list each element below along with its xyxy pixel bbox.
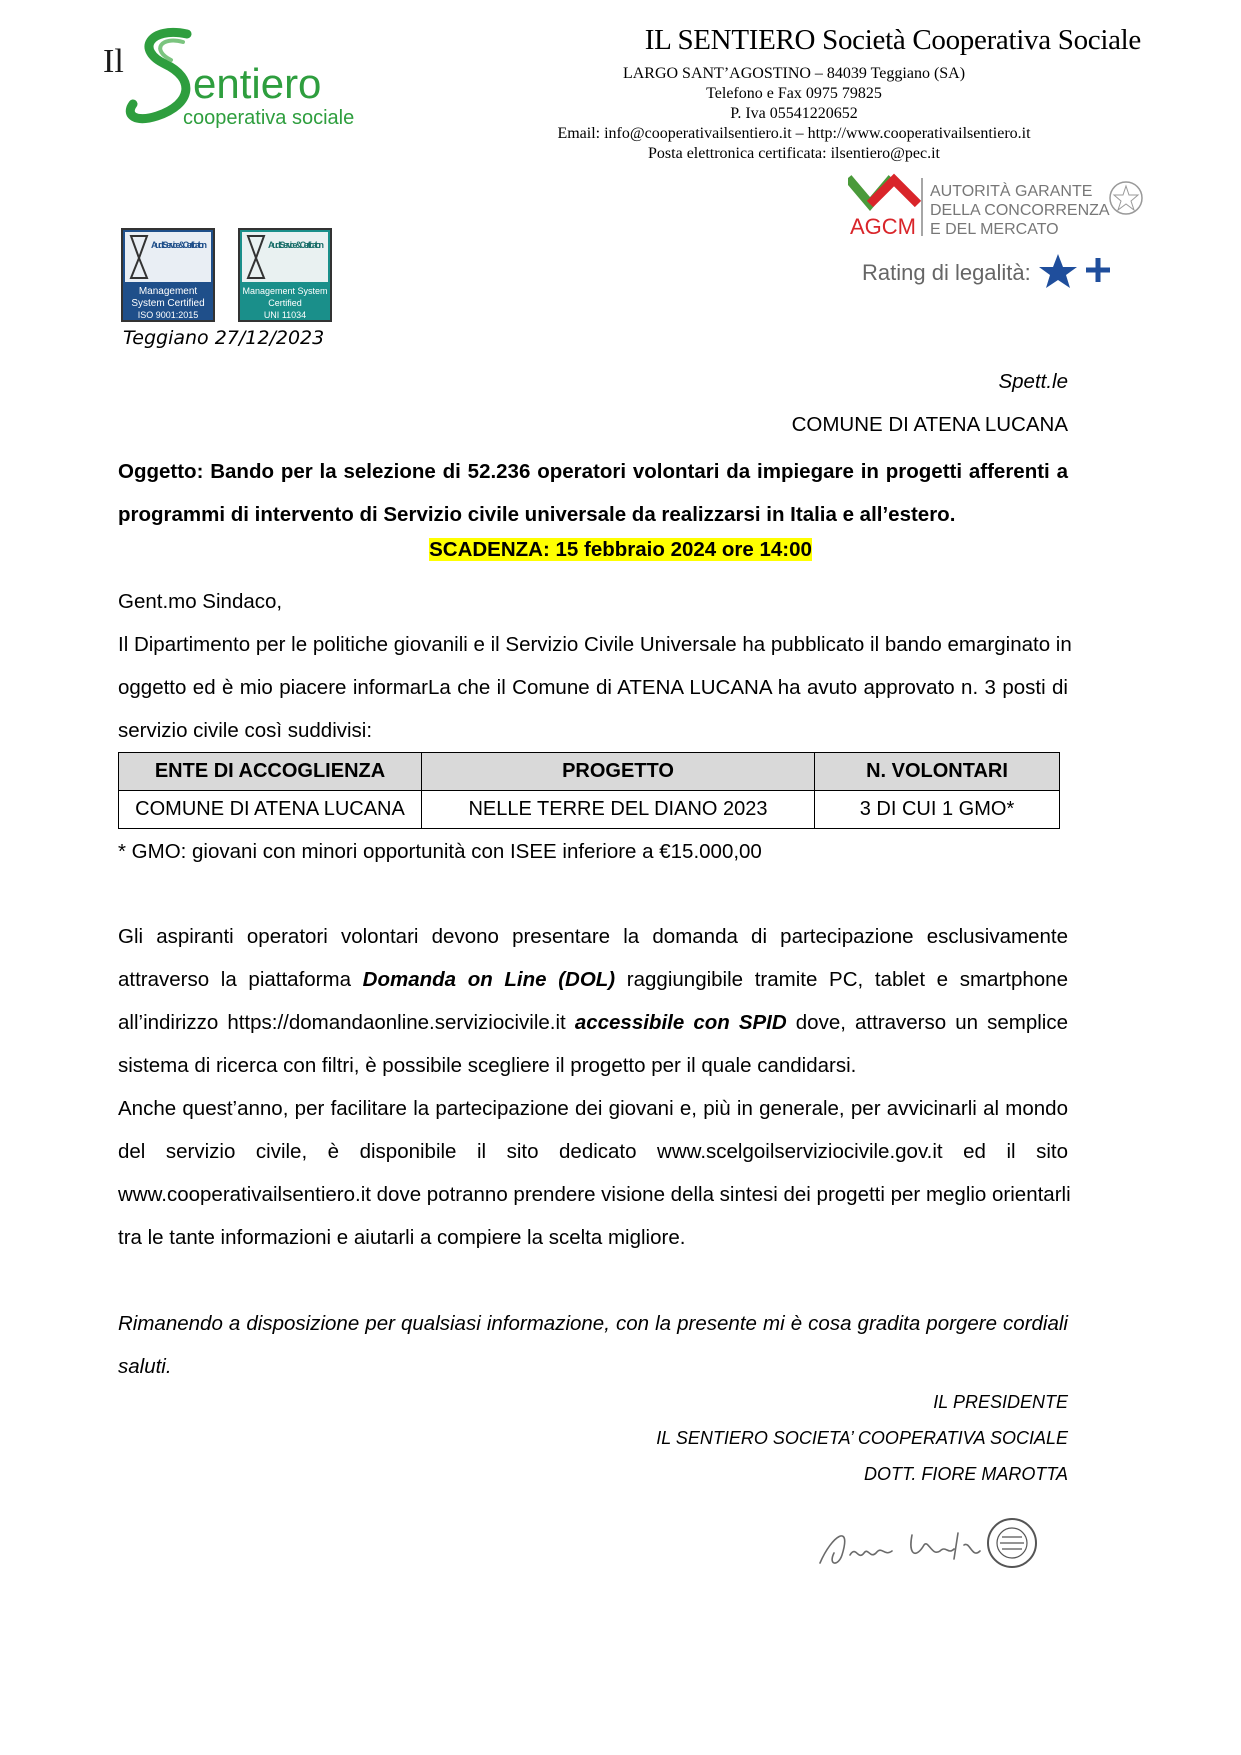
subject-line-2: programmi di intervento di Servizio civile universale da realizzarsi in Italia e all’estero. [118, 503, 956, 526]
org-pec: Posta elettronica certificata: ilsentiero@pec.it [648, 145, 940, 162]
table-header-row [119, 753, 1060, 791]
signature-block [656, 1384, 1068, 1492]
para1-text: raggiungibile tramite PC, tablet e smartphone [615, 968, 1068, 991]
logo-s-swoosh [130, 32, 187, 118]
agcm-logo-red-mark [870, 180, 918, 204]
org-contact-block [494, 64, 1094, 164]
intro-line-3: servizio civile così suddivisi: [118, 719, 373, 742]
recipient-salutation: Spett.le [998, 370, 1068, 393]
agcm-line3: E DEL MERCATO [930, 221, 1059, 238]
agcm-line2: DELLA CONCORRENZA [930, 202, 1110, 219]
agcm-line1: AUTORITÀ GARANTE [930, 183, 1093, 200]
logo-s-highlight [160, 41, 183, 60]
para1-line-1: Gli aspiranti operatori volontari devono presentare la domanda di partecipazione esclusivamente [118, 925, 1068, 948]
uni-11034-certification-badge [238, 228, 332, 322]
cert1-line2: System Certified [131, 298, 205, 309]
greeting: Gent.mo Sindaco, [118, 590, 283, 613]
letter-date: Teggiano 27/12/2023 [123, 327, 325, 349]
para1-line-3 [118, 1001, 1068, 1044]
para1-text: attraverso la piattaforma [118, 968, 363, 991]
para1-text: dove, attraverso un semplice [786, 1011, 1068, 1034]
cooperative-logo [95, 20, 395, 145]
para1-line-4: sistema di ricerca con filtri, è possibile scegliere il progetto per il quale candidarsi. [118, 1054, 857, 1077]
para2-line-1: Anche quest’anno, per facilitare la partecipazione dei giovani e, più in generale, per avvicinarli al mondo [118, 1097, 1068, 1120]
dol-platform-name: Domanda on Line (DOL) [362, 968, 616, 991]
rating-plus-icon [1086, 258, 1110, 282]
iso-9001-certification-badge [121, 228, 215, 322]
gmo-footnote: * GMO: giovani con minori opportunità con ISEE inferiore a €15.000,00 [118, 840, 762, 863]
table-cell: 3 DI CUI 1 GMO* [815, 791, 1060, 829]
signatory-role: IL PRESIDENTE [933, 1392, 1068, 1412]
cert1-top-text: Audit Service & Certification [151, 240, 207, 250]
agcm-acronym: AGCM [850, 214, 916, 239]
para2-line-4: tra le tante informazioni e aiutarli a compiere la scelta migliore. [118, 1226, 686, 1249]
intro-line-1: Il Dipartimento per le politiche giovanili e il Servizio Civile Universale ha pubblicato il bando emarginato in [118, 633, 1072, 656]
closing-line-2: saluti. [118, 1355, 172, 1378]
cert1-line3: ISO 9001:2015 [137, 310, 199, 320]
org-vat: P. Iva 05541220652 [730, 105, 858, 122]
signatory-org: IL SENTIERO SOCIETA’ COOPERATIVA SOCIALE [656, 1428, 1068, 1448]
org-title: IL SENTIERO Società Cooperativa Sociale [644, 24, 1141, 56]
cert1-line1: Management [138, 286, 198, 297]
cert2-line3: UNI 11034 [263, 310, 307, 320]
table-header-cell: ENTE DI ACCOGLIENZA [119, 753, 422, 791]
cert2-line1: Management System [242, 286, 328, 296]
closing-block [118, 1302, 1068, 1388]
handwritten-signature [812, 1515, 1042, 1575]
org-address: LARGO SANT’AGOSTINO – 84039 Teggiano (SA) [622, 65, 966, 82]
subject-line-1: Oggetto: Bando per la selezione di 52.236 operatori volontari da impiegare in progetti afferenti a [118, 460, 1068, 483]
table-cell: NELLE TERRE DEL DIANO 2023 [422, 791, 815, 829]
emblem-star-icon [1114, 186, 1138, 210]
deadline-row [0, 538, 1241, 562]
intro-line-2: oggetto ed è mio piacere informarLa che il Comune di ATENA LUCANA ha avuto approvato n. 3 posti di [118, 676, 1068, 699]
rating-star-icon [1039, 254, 1077, 288]
spid-emphasis: accessibile con SPID [574, 1011, 787, 1034]
para2-line-3: www.cooperativailsentiero.it dove potranno prendere visione della sintesi dei progetti per meglio orientarli [118, 1183, 1071, 1206]
para1-text: all’indirizzo https://domandaonline.serviziocivile.it [118, 1011, 575, 1034]
org-email-web: Email: info@cooperativailsentiero.it – http://www.cooperativailsentiero.it [557, 125, 1031, 142]
para2-line-2: del servizio civile, è disponibile il sito dedicato www.scelgoilserviziocivile.gov.it ed il sito [118, 1140, 1068, 1163]
intro-block [118, 580, 1072, 752]
main-paragraphs [118, 915, 1071, 1259]
table-row [119, 791, 1060, 829]
rating-label: Rating di legalità: [862, 260, 1031, 285]
subject-block [118, 450, 1068, 536]
cert2-line2: Certified [268, 298, 302, 308]
table-header-cell: PROGETTO [422, 753, 815, 791]
table-header-cell: N. VOLONTARI [815, 753, 1060, 791]
table-cell: COMUNE DI ATENA LUCANA [119, 791, 422, 829]
para1-line-2 [118, 958, 1068, 1001]
logo-subtitle-text: cooperativa sociale [183, 107, 355, 129]
closing-line-1: Rimanendo a disposizione per qualsiasi informazione, con la presente mi è cosa gradita porgere cordiali [118, 1312, 1068, 1335]
logo-name-text: entiero [193, 60, 322, 107]
agcm-legality-badge [848, 170, 1158, 290]
logo-il-text: Il [103, 43, 124, 80]
footnote [118, 830, 1068, 873]
recipient-name: COMUNE DI ATENA LUCANA [791, 413, 1068, 436]
signatory-name: DOTT. FIORE MAROTTA [863, 1464, 1068, 1484]
deadline-highlight: SCADENZA: 15 febbraio 2024 ore 14:00 [429, 538, 812, 561]
stamp-text-lines [1000, 1537, 1024, 1549]
cert2-top-text: Audit Service & Certification [268, 240, 324, 250]
org-phone: Telefono e Fax 0975 79825 [706, 85, 882, 102]
signature-stroke [820, 1533, 980, 1563]
volunteers-table [118, 752, 1060, 829]
